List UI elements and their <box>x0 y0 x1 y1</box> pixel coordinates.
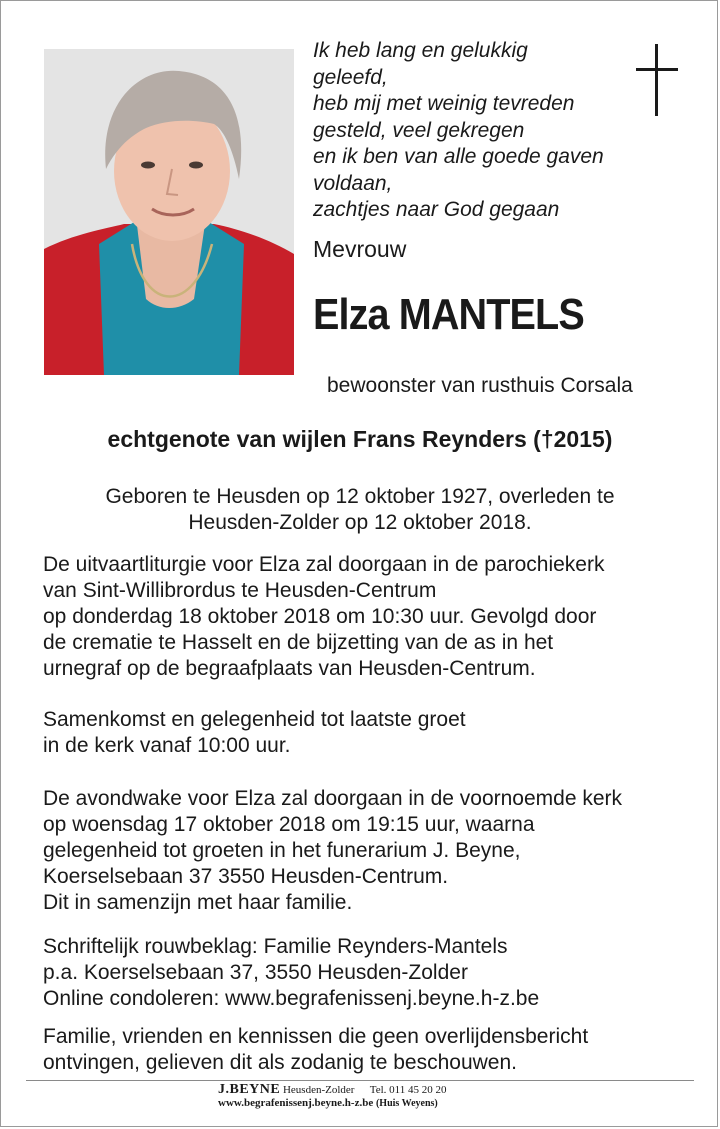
poem-line: voldaan, <box>313 171 393 195</box>
footer <box>218 1083 447 1110</box>
gathering-line: in de kerk vanaf 10:00 uur. <box>43 734 291 757</box>
gathering-info <box>43 707 466 759</box>
poem <box>313 38 643 224</box>
born-line: Geboren te Heusden op 12 oktober 1927, overleden te <box>105 485 615 508</box>
funeral-line: op donderdag 18 oktober 2018 om 10:30 uur. Gevolgd door <box>43 605 597 628</box>
poem-line: geleefd, <box>313 65 388 89</box>
poem-line: zachtjes naar God gegaan <box>313 198 560 221</box>
funeral-home-website: www.begrafenissenj.beyne.h-z.be <box>218 1097 374 1109</box>
portrait-photo <box>44 49 294 375</box>
funeral-line: de crematie te Hasselt en de bijzetting van de as in het <box>43 631 554 654</box>
funeral-home-phone: Tel. 011 45 20 20 <box>369 1084 447 1096</box>
spouse-line: echtgenote van wijlen Frans Reynders (†2015) <box>107 426 613 452</box>
cross-icon <box>636 44 678 116</box>
funeral-home-location: Heusden-Zolder <box>282 1084 355 1096</box>
poem-line: gesteld, veel gekregen <box>313 118 525 142</box>
residence: bewoonster van rusthuis Corsala <box>327 374 633 397</box>
notice-line: Familie, vrienden en kennissen die geen overlijdensbericht <box>43 1025 589 1048</box>
poem-line: heb mij met weinig tevreden <box>313 92 575 115</box>
salutation: Mevrouw <box>313 236 407 262</box>
wake-line: gelegenheid tot groeten in het funerarium J. Beyne, <box>43 839 521 862</box>
condolence-info <box>43 934 539 1012</box>
condolence-line: p.a. Koerselsebaan 37, 3550 Heusden-Zolder <box>43 961 468 984</box>
condolence-line: Online condoleren: www.begrafenissenj.beyne.h-z.be <box>43 987 540 1010</box>
born-line: Heusden-Zolder op 12 oktober 2018. <box>188 511 532 534</box>
poem-line: en ik ben van alle goede gaven <box>313 145 604 168</box>
footer-divider <box>26 1080 694 1081</box>
funeral-line: De uitvaartliturgie voor Elza zal doorgaan in de parochiekerk <box>43 553 605 576</box>
wake-line: op woensdag 17 oktober 2018 om 19:15 uur, waarna <box>43 813 535 836</box>
deceased-name: Elza MANTELS <box>313 290 584 339</box>
notice-info <box>43 1024 588 1076</box>
funeral-info <box>43 552 604 682</box>
gathering-line: Samenkomst en gelegenheid tot laatste groet <box>43 708 466 731</box>
wake-info <box>43 786 622 916</box>
birth-death-info <box>0 484 720 536</box>
funeral-home-house: (Huis Weyens) <box>375 1098 438 1109</box>
funeral-line: urnegraf op de begraafplaats van Heusden-Centrum. <box>43 657 536 680</box>
poem-line: Ik heb lang en gelukkig <box>313 39 528 62</box>
wake-line: Dit in samenzijn met haar familie. <box>43 891 353 914</box>
wake-line: Koerselsebaan 37 3550 Heusden-Centrum. <box>43 865 449 888</box>
wake-line: De avondwake voor Elza zal doorgaan in de voornoemde kerk <box>43 787 623 810</box>
condolence-line: Schriftelijk rouwbeklag: Familie Reynders-Mantels <box>43 935 508 958</box>
funeral-line: van Sint-Willibrordus te Heusden-Centrum <box>43 579 437 602</box>
notice-line: ontvingen, gelieven dit als zodanig te beschouwen. <box>43 1051 517 1074</box>
funeral-home-brand: J.BEYNE <box>218 1082 281 1097</box>
